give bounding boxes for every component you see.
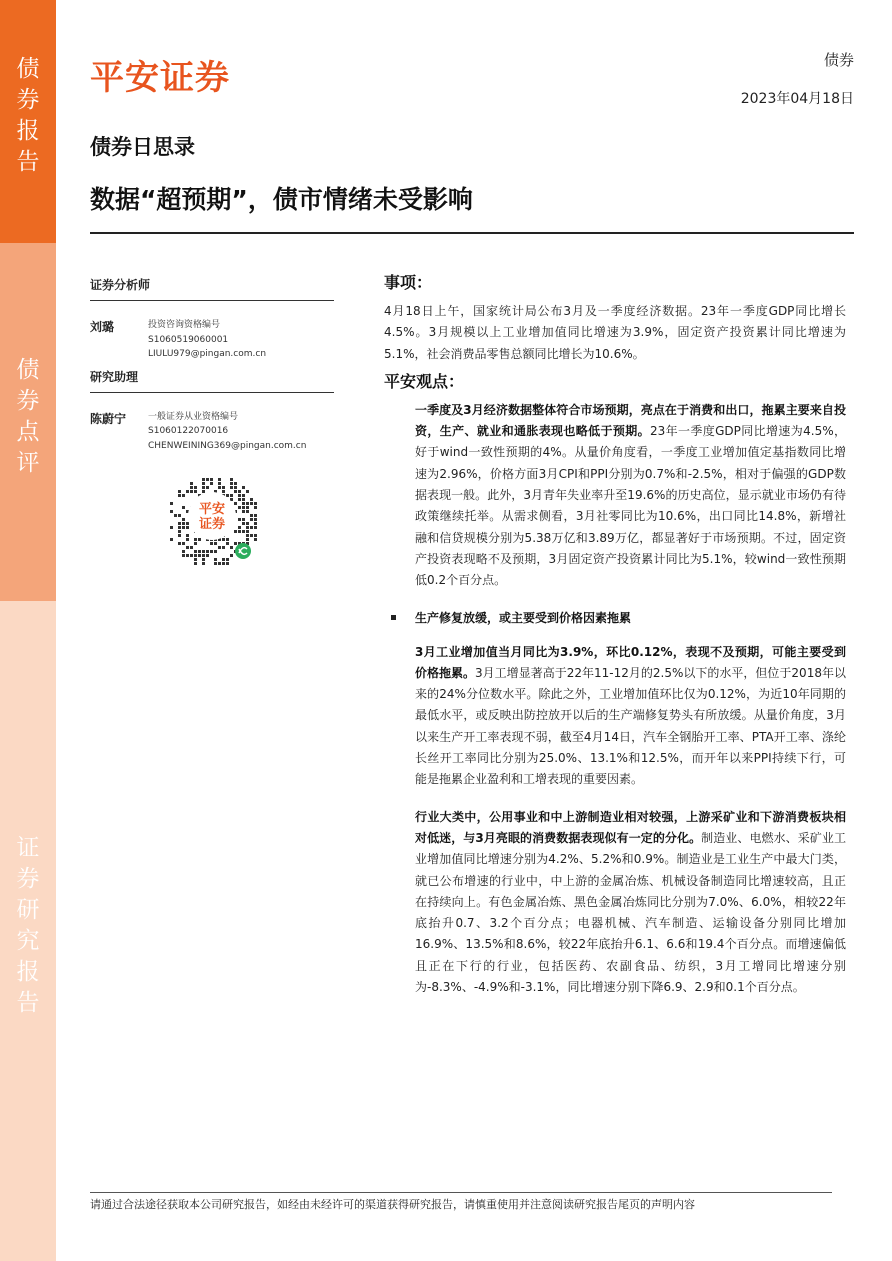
view-p2-body: 3月工增显著高于22年11-12月的2.5%以下的水平，但位于2018年以来的24%分位数水平。除此之外，工业增加值环比仅为0.12%，为近10年同期的最低水平，或反映出防控放开以后的生产端修复势头有所放缓。从量价角度，3月以来生产开工率表现不弱，截至4月14日，汽车全钢胎开工率、PTA开工率、涤纶长丝开工率同比分别为25.0%、13.1%和12.5%，而开年以来PPI持续下行，可能是拖累企业盈利和工增表现的重要因素。 xyxy=(415,665,846,787)
qr-module xyxy=(210,550,213,553)
qr-module xyxy=(186,554,189,557)
qr-module xyxy=(246,538,249,541)
report-category: 债券 xyxy=(823,51,854,69)
analyst-cert-label: 投资咨询资格编号 xyxy=(148,320,221,330)
qr-module xyxy=(238,506,241,509)
qr-module xyxy=(226,494,229,497)
view-p3-body: 制造业、电燃水、采矿业工业增加值同比增速分别为4.2%、5.2%和0.9%。制造业是工业生产中最大门类，就已公布增速的行业中，中上游的金属冶炼、机械设备制造同比增速较高，且正在持续向上。有色金属冶炼、黑色金属冶炼同比分别为7.0%、6.0%，相较22年底抬升0.7、3.2个百分点；电器机械、汽车制造、运输设备分别同比增加16.9%、13.5%和8.6%，较22年底抬升6.1、6.6和19.4个百分点。而增速偏低且正在下行的行业，包括医药、农副食品、纺织，3月工增同比增速分别为-8.3%、-4.9%和-3.1%，同比增速分别下降6.9、2.9和0.1个百分点。 xyxy=(415,830,846,995)
qr-module xyxy=(186,546,189,549)
qr-module xyxy=(250,534,253,537)
view-p1-lead: 一季度及3月经济数据整体符合市场预期，亮点在于消费和出口，拖累主要来自投资，生产、就业和通胀表现也略低于预期。 xyxy=(415,402,846,439)
mini-program-icon xyxy=(235,543,251,559)
qr-module xyxy=(182,518,185,521)
analyst-card xyxy=(90,301,334,362)
qr-module xyxy=(226,538,229,541)
qr-module xyxy=(214,558,217,561)
qr-logo-line2: 证券 xyxy=(198,517,226,532)
qr-module xyxy=(254,514,257,517)
qr-module xyxy=(178,542,181,545)
qr-module xyxy=(186,522,189,525)
qr-module xyxy=(182,554,185,557)
assistant-heading: 研究助理 xyxy=(90,368,334,393)
strip-char: 券 xyxy=(16,87,40,113)
qr-module xyxy=(242,510,245,513)
qr-module xyxy=(226,562,229,565)
report-date: 2023年04月18日 xyxy=(740,91,854,107)
qr-logo-line1: 平安 xyxy=(198,502,226,517)
view-heading: 平安观点： xyxy=(384,371,465,391)
qr-module xyxy=(178,522,181,525)
qr-module xyxy=(250,514,253,517)
qr-module xyxy=(170,502,173,505)
qr-module xyxy=(194,558,197,561)
qr-module xyxy=(230,486,233,489)
qr-module xyxy=(194,554,197,557)
qr-module xyxy=(206,554,209,557)
strip-char: 评 xyxy=(16,450,40,476)
strip-bond-comment xyxy=(0,243,56,601)
qr-module xyxy=(182,522,185,525)
qr-module xyxy=(242,494,245,497)
qr-module xyxy=(254,522,257,525)
strip-bond-report xyxy=(0,0,56,243)
qr-module xyxy=(194,538,197,541)
qr-module xyxy=(186,534,189,537)
qr-module xyxy=(246,510,249,513)
qr-module xyxy=(246,490,249,493)
qr-module xyxy=(230,478,233,481)
qr-module xyxy=(222,486,225,489)
strip-char: 证 xyxy=(16,835,40,861)
qr-module xyxy=(242,522,245,525)
title-divider xyxy=(90,232,854,234)
assistant-cert-number: S1060122070016 xyxy=(148,426,229,436)
analyst-cert-number: S1060519060001 xyxy=(148,334,229,345)
qr-module xyxy=(254,518,257,521)
qr-module xyxy=(206,478,209,481)
qr-module xyxy=(226,542,229,545)
qr-module xyxy=(222,558,225,561)
report-series: 债券日思录 xyxy=(90,135,195,159)
qr-module xyxy=(218,546,221,549)
strip-char: 报 xyxy=(16,959,40,985)
qr-module xyxy=(194,550,197,553)
analyst-name: 刘璐 xyxy=(90,320,115,334)
view-paragraph-2 xyxy=(415,642,846,791)
qr-module xyxy=(190,482,193,485)
qr-module xyxy=(254,534,257,537)
qr-module xyxy=(178,526,181,529)
report-body xyxy=(384,270,846,998)
assistant-name: 陈蔚宁 xyxy=(90,411,127,426)
qr-module xyxy=(198,554,201,557)
qr-module xyxy=(214,542,217,545)
qr-module xyxy=(206,550,209,553)
qr-module xyxy=(234,482,237,485)
qr-module xyxy=(182,506,185,509)
qr-module xyxy=(250,502,253,505)
qr-module xyxy=(190,546,193,549)
qr-module xyxy=(182,526,185,529)
analyst-heading: 证券分析师 xyxy=(90,276,334,301)
qr-module xyxy=(254,538,257,541)
qr-module xyxy=(238,526,241,529)
strip-char: 券 xyxy=(16,866,40,892)
qr-module xyxy=(182,550,185,553)
qr-module xyxy=(234,542,237,545)
qr-module xyxy=(218,486,221,489)
qr-module xyxy=(222,538,225,541)
qr-module xyxy=(226,558,229,561)
qr-module xyxy=(186,526,189,529)
qr-module xyxy=(194,542,197,545)
qr-module xyxy=(250,498,253,501)
qr-module xyxy=(254,506,257,509)
qr-module xyxy=(242,498,245,501)
qr-module xyxy=(222,490,225,493)
qr-module xyxy=(190,486,193,489)
qr-module xyxy=(242,518,245,521)
qr-code[interactable] xyxy=(160,468,264,572)
assistant-card xyxy=(90,393,334,454)
qr-module xyxy=(178,494,181,497)
qr-module xyxy=(170,510,173,513)
qr-module xyxy=(194,562,197,565)
analyst-email[interactable]: LIULU979@pingan.com.cn xyxy=(148,349,267,359)
qr-module xyxy=(202,482,205,485)
qr-module xyxy=(238,490,241,493)
qr-module xyxy=(242,530,245,533)
footer-disclaimer: 请通过合法途径获取本公司研究报告，如经由未经许可的渠道获得研究报告，请慎重使用并注意阅读研究报告尾页的声明内容 xyxy=(90,1198,695,1211)
qr-module xyxy=(214,562,217,565)
strip-char: 报 xyxy=(16,118,40,144)
analyst-panel xyxy=(90,276,334,453)
page-title: 数据“超预期”，债市情绪未受影响 xyxy=(90,185,473,214)
qr-module xyxy=(178,534,181,537)
qr-module xyxy=(202,562,205,565)
events-heading: 事项： xyxy=(384,273,433,292)
bullet-title: 生产修复放缓，或主要受到价格因素拖累 xyxy=(415,610,632,625)
qr-module xyxy=(202,490,205,493)
strip-char: 债 xyxy=(16,56,40,82)
brand-logo: 平安证券 xyxy=(90,58,230,98)
qr-module xyxy=(254,502,257,505)
strip-char: 债 xyxy=(16,357,40,383)
qr-module xyxy=(194,486,197,489)
qr-module xyxy=(246,502,249,505)
qr-module xyxy=(238,494,241,497)
qr-module xyxy=(182,494,185,497)
qr-module xyxy=(170,526,173,529)
assistant-cert-label: 一般证券从业资格编号 xyxy=(148,411,239,422)
qr-module xyxy=(178,490,181,493)
qr-module xyxy=(186,538,189,541)
qr-module xyxy=(206,486,209,489)
qr-module xyxy=(218,482,221,485)
qr-module xyxy=(174,514,177,517)
qr-module xyxy=(250,526,253,529)
section-bullet xyxy=(384,609,846,626)
strip-research-report xyxy=(0,601,56,1261)
qr-module xyxy=(230,498,233,501)
qr-module xyxy=(222,562,225,565)
qr-module xyxy=(218,562,221,565)
qr-module xyxy=(242,502,245,505)
qr-module xyxy=(242,506,245,509)
assistant-email[interactable]: CHENWEINING369@pingan.com.cn xyxy=(148,440,307,451)
qr-module xyxy=(198,550,201,553)
strip-char: 究 xyxy=(16,928,40,954)
qr-module xyxy=(234,502,237,505)
qr-module xyxy=(238,530,241,533)
qr-module xyxy=(246,526,249,529)
qr-module xyxy=(234,530,237,533)
qr-module xyxy=(250,518,253,521)
qr-module xyxy=(178,530,181,533)
qr-module xyxy=(230,482,233,485)
qr-module xyxy=(218,478,221,481)
qr-module xyxy=(198,538,201,541)
footer-divider xyxy=(90,1192,832,1193)
qr-module xyxy=(182,542,185,545)
qr-module xyxy=(210,478,213,481)
qr-module xyxy=(170,538,173,541)
qr-module xyxy=(202,554,205,557)
qr-module xyxy=(210,542,213,545)
qr-module xyxy=(210,482,213,485)
qr-module xyxy=(214,550,217,553)
view-paragraph-1 xyxy=(415,400,846,592)
qr-module xyxy=(246,534,249,537)
qr-module xyxy=(202,550,205,553)
events-paragraph: 4月18日上午，国家统计局公布3月及一季度经济数据。23年一季度GDP同比增长4.5%。3月规模以上工业增加值同比增速为3.9%，固定资产投资累计同比增速为5.1%，社会消费品零售总额同比增长为10.6%。 xyxy=(384,304,846,361)
qr-module xyxy=(190,490,193,493)
qr-module xyxy=(202,558,205,561)
view-p3-lead: 行业大类中，公用事业和中上游制造业相对较强，上游采矿业和下游消费板块相对低迷，与3月亮眼的消费数据表现似有一定的分化。 xyxy=(415,809,846,845)
qr-module xyxy=(194,490,197,493)
bullet-square-icon xyxy=(391,615,396,620)
view-p1-body: 23年一季度GDP同比增速为4.5%，好于wind一致性预期的4%。从量价角度看，一季度工业增加值定基指数同比增速为2.96%，价格方面3月CPI和PPI分别为0.7%和-2.5%，相对于偏强的GDP数据表现一般。此外，3月青年失业率升至19.6%的历史高位，显示就业市场仍有待政策继续托举。从需求侧看，3月社零同比为10.6%，出口同比14.8%，新增社融和信贷规模分别为5.38万亿和3.89万亿，都显著好于市场预期。不过，固定资产投资表现略不及预期，3月固定资产投资累计同比为5.1%，较wind一致性预期低0.2个百分点。 xyxy=(415,424,846,588)
qr-module xyxy=(230,554,233,557)
strip-char: 告 xyxy=(16,990,40,1016)
qr-module xyxy=(238,518,241,521)
qr-module xyxy=(246,530,249,533)
strip-char: 点 xyxy=(16,419,40,445)
qr-module xyxy=(178,514,181,517)
strip-char: 研 xyxy=(16,897,40,923)
qr-module xyxy=(238,498,241,501)
qr-module xyxy=(234,490,237,493)
qr-module xyxy=(202,486,205,489)
qr-module xyxy=(234,486,237,489)
qr-module xyxy=(186,490,189,493)
qr-module xyxy=(246,506,249,509)
qr-module xyxy=(202,478,205,481)
strip-char: 券 xyxy=(16,388,40,414)
qr-module xyxy=(230,494,233,497)
qr-module xyxy=(246,522,249,525)
view-paragraph-3 xyxy=(415,807,846,999)
qr-module xyxy=(222,546,225,549)
qr-module xyxy=(242,486,245,489)
qr-module xyxy=(230,546,233,549)
view-p2-lead: 3月工业增加值当月同比为3.9%，环比0.12%，表现不及预期，可能主要受到价格拖累。 xyxy=(415,644,846,680)
strip-char: 告 xyxy=(16,149,40,175)
qr-module xyxy=(254,526,257,529)
qr-module xyxy=(190,554,193,557)
